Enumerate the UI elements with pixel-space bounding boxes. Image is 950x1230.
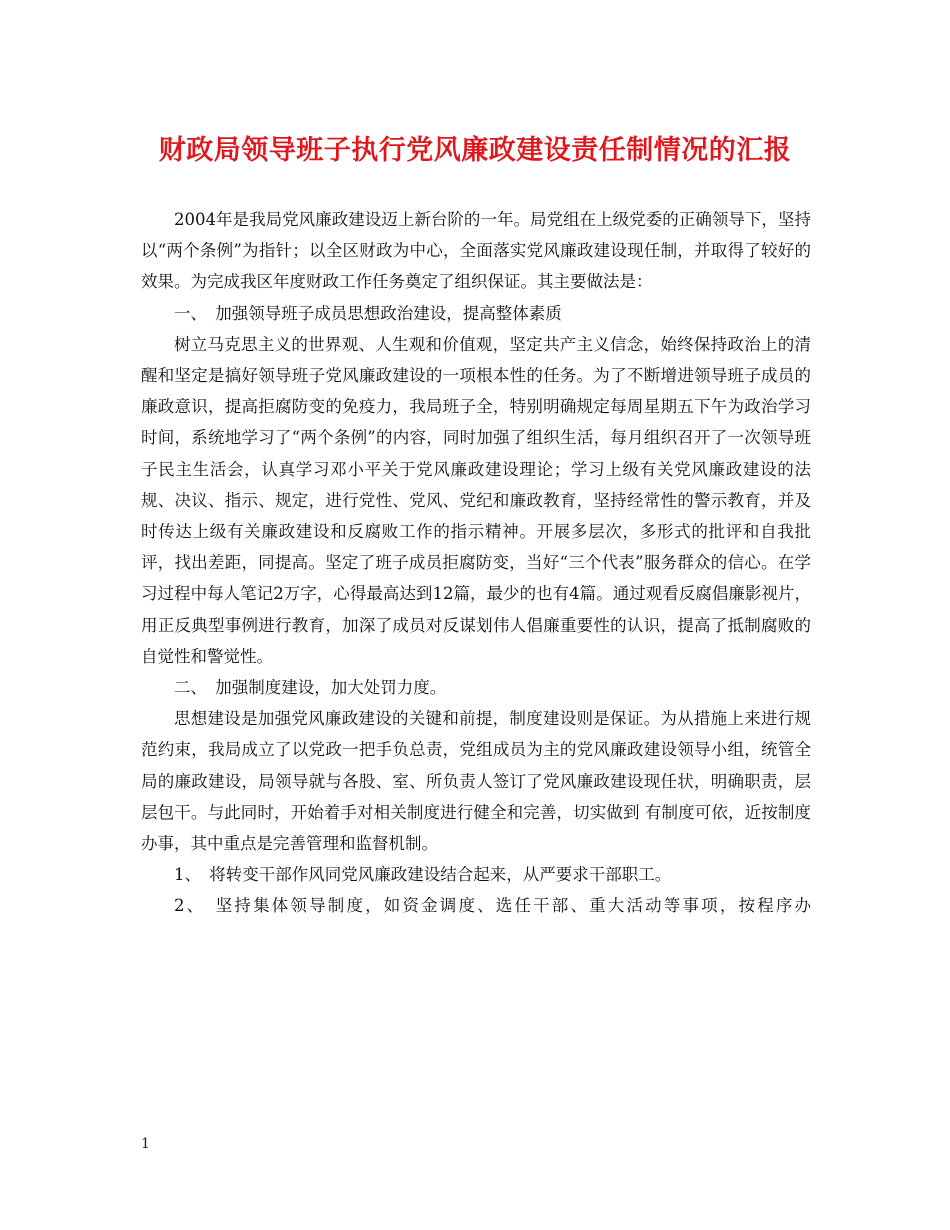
page-number: 1 (141, 1136, 150, 1152)
document-body (141, 204, 811, 922)
intro-paragraph: 2004年是我局党风廉政建设迈上新台阶的一年。局党组在上级党委的正确领导下，坚持以“两个条例”为指针；以全区财政为中心，全面落实党风廉政建设现任制，并取得了较好的效果。为完成我区年度财政工作任务奠定了组织保证。其主要做法是： (141, 210, 811, 292)
list-item-1: 1、 将转变干部作风同党风廉政建设结合起来，从严要求干部职工。 (174, 865, 672, 885)
document-title: 财政局领导班子执行党风廉政建设责任制情况的汇报 (158, 135, 792, 166)
section-heading-2: 二、 加强制度建设，加大处罚力度。 (174, 678, 447, 698)
section-2-paragraph: 思想建设是加强党风廉政建设的关键和前提，制度建设则是保证。为从措施上来进行规范约束，我局成立了以党政一把手负总责，党组成员为主的党风廉政建设领导小组，统管全局的廉政建设，局领导就与各股、室、所负责人签订了党风廉政建设现任状，明确职责，层层包干。与此同时，开始着手对相关制度进行健全和完善，切实做到 有制度可依，近按制度办事，其中重点是完善管理和监督机制。 (141, 709, 811, 854)
section-heading-1: 一、 加强领导班子成员思想政治建设，提高整体素质 (174, 303, 562, 323)
list-item-2: 2、 坚持集体领导制度，如资金调度、选任干部、重大活动等事项，按程序办 (174, 896, 811, 916)
section-1-paragraph: 树立马克思主义的世界观、人生观和价值观，坚定共产主义信念，始终保持政治上的清醒和坚定是搞好领导班子党风廉政建设的一项根本性的任务。为了不断增进领导班子成员的廉政意识，提高拒腐防变的免疫力，我局班子全，特别明确规定每周星期五下午为政治学习时间，系统地学习了“两个条例”的内容，同时加强了组织生活，每月组织召开了一次领导班子民主生活会，认真学习邓小平关于党风廉政建设理论；学习上级有关党风廉政建设的法规、决议、指示、规定，进行党性、党风、党纪和廉政教育，坚持经常性的警示教育，并及时传达上级有关廉政建设和反腐败工作的指示精神。开展多层次，多形式的批评和自我批评，找出差距，同提高。坚定了班子成员拒腐防变，当好“三个代表”服务群众的信心。在学习过程中每人笔记2万字，心得最高达到12篇，最少的也有4篇。通过观看反腐倡廉影视片，用正反典型事例进行教育，加深了成员对反谋划伟人倡廉重要性的认识，提高了抵制腐败的自觉性和警觉性。 (141, 334, 811, 666)
